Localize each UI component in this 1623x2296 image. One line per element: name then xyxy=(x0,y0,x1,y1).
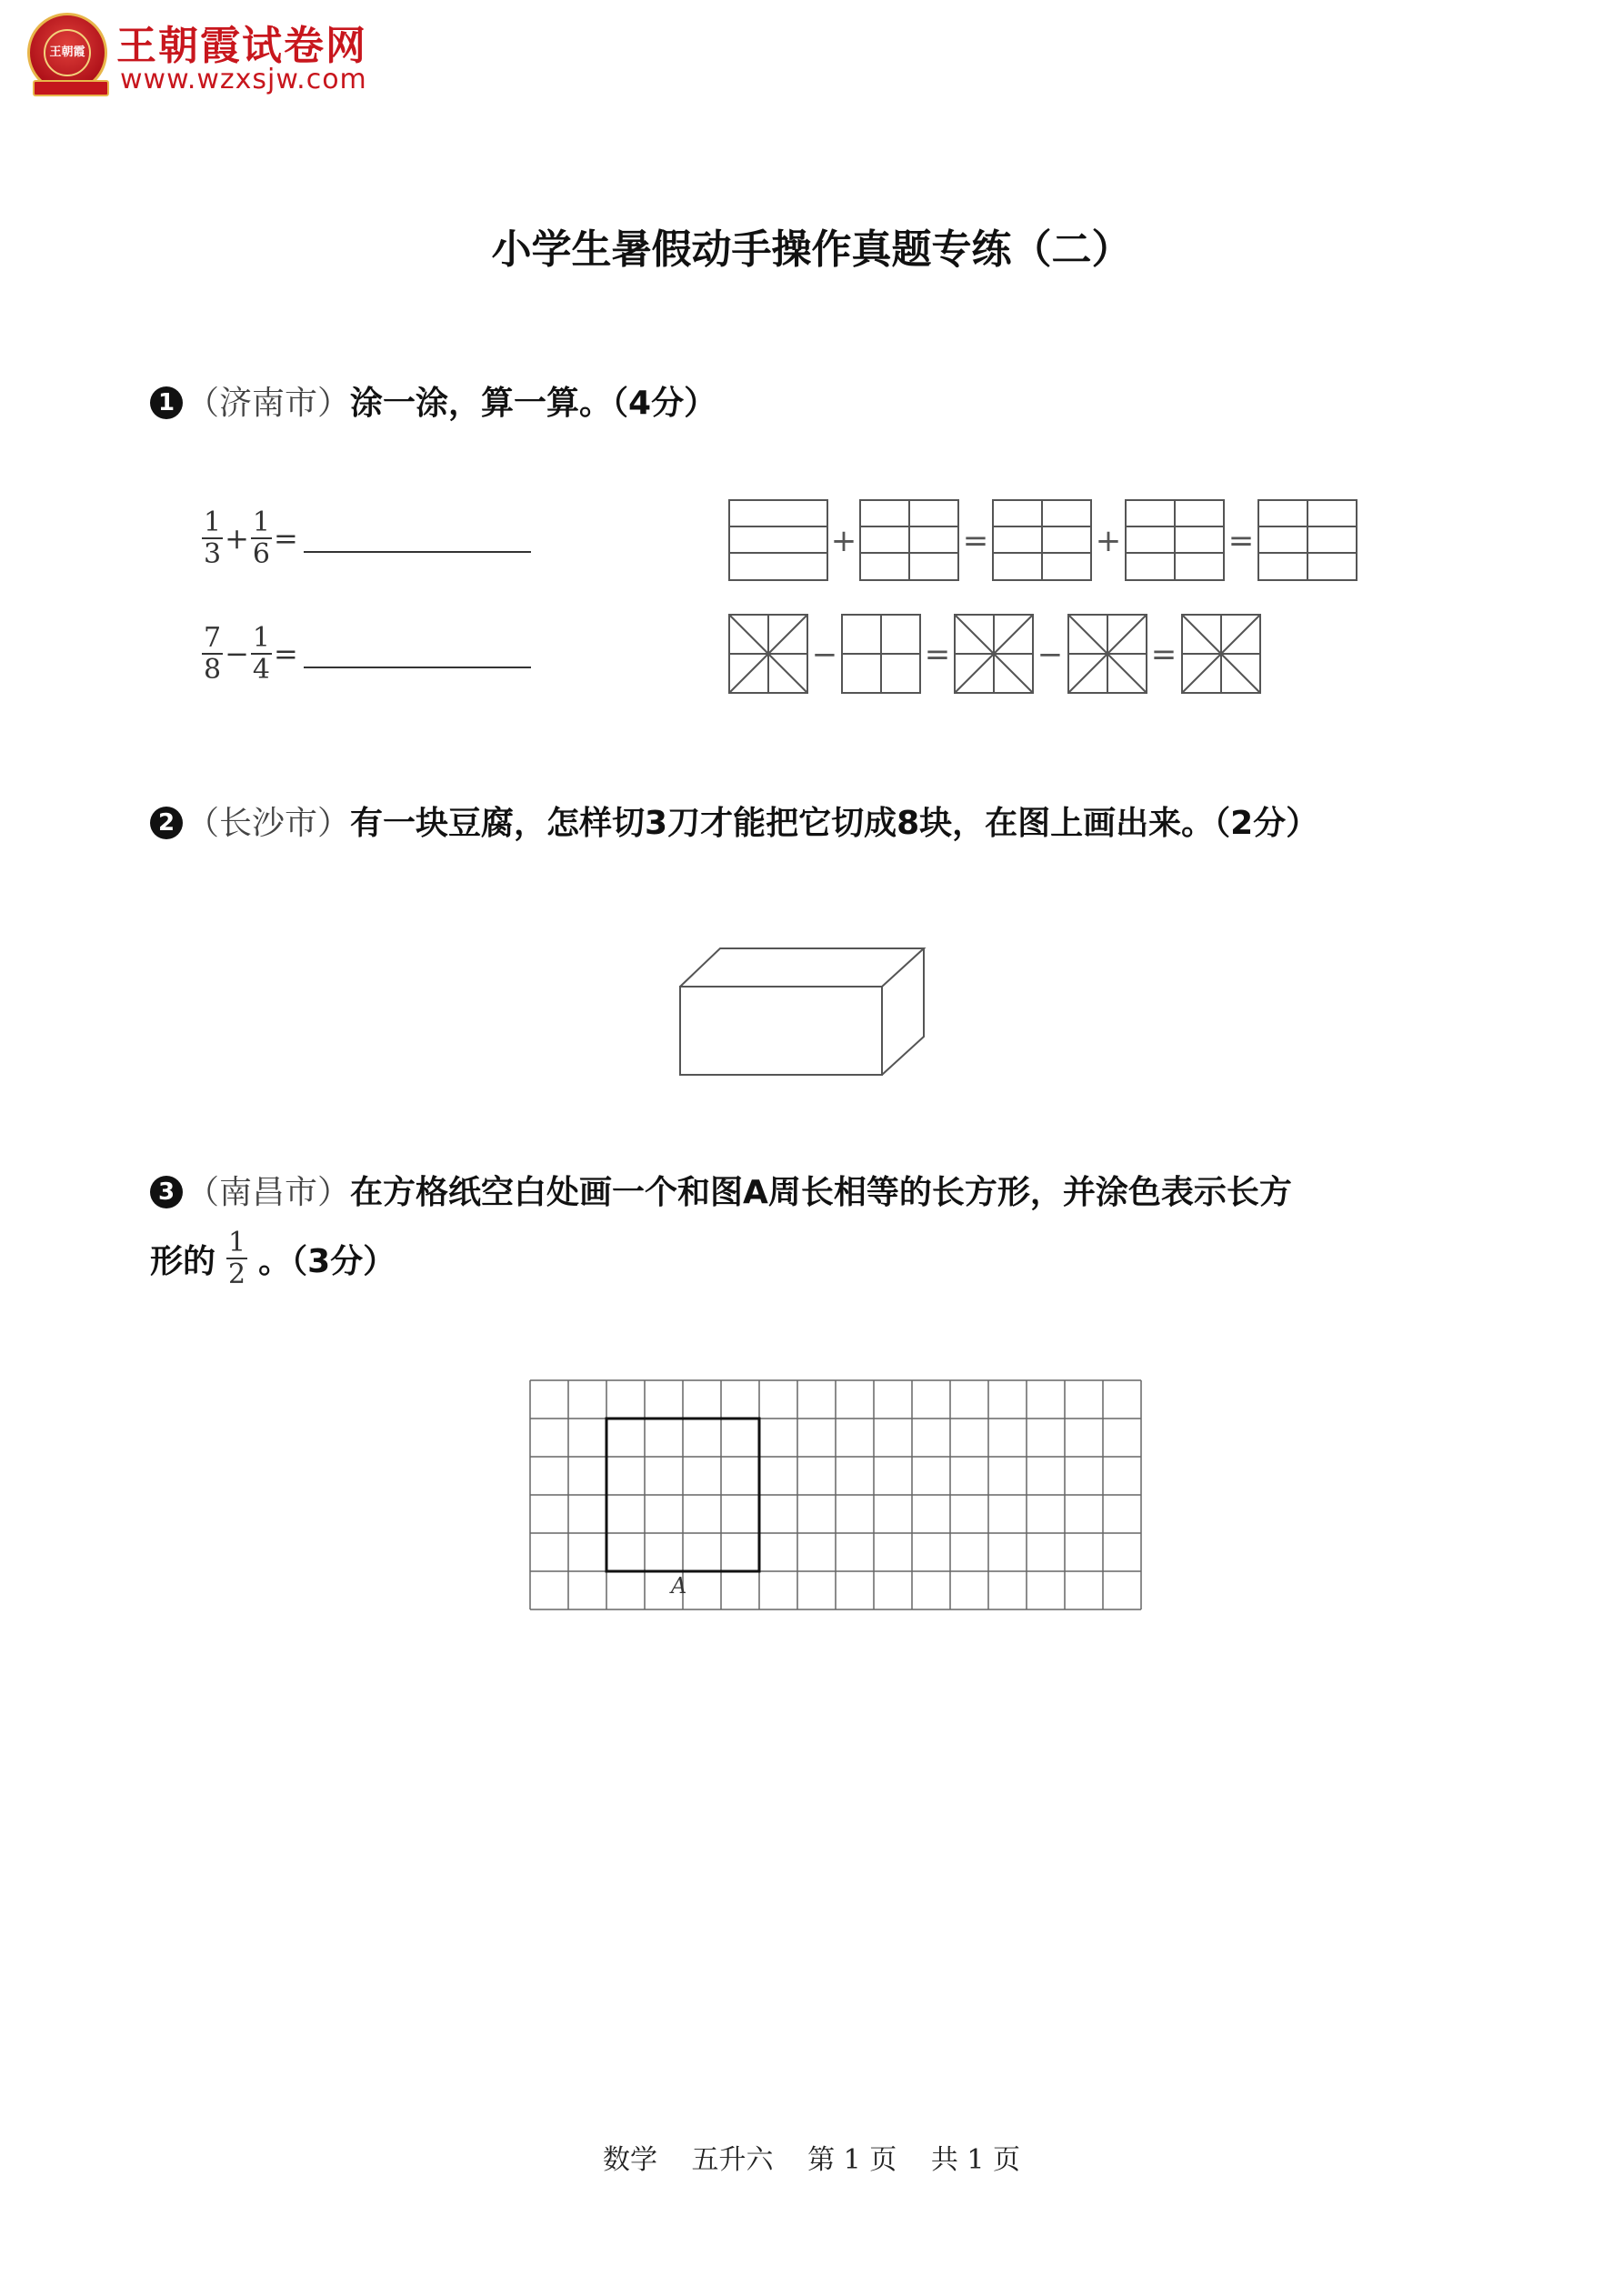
operator-equals: = xyxy=(1150,637,1177,673)
footer-total: 共 1 页 xyxy=(930,2144,1020,2176)
expression-2: $\frac{7}{8}$ − $\frac{1}{4}$ = xyxy=(202,623,531,685)
question-text: 在方格纸空白处画一个和图A周长相等的长方形，并涂色表示长方 xyxy=(350,1174,1292,1211)
fraction-squares-row2 xyxy=(727,613,1273,697)
question-1 xyxy=(150,377,716,424)
fraction: $\frac{1}{3}$ xyxy=(204,506,222,570)
question-number: 3 xyxy=(150,1176,183,1208)
logo-ribbon xyxy=(33,80,109,96)
page-footer xyxy=(0,2137,1623,2177)
grid-paper[interactable] xyxy=(529,1379,1147,1615)
question-city: （长沙市） xyxy=(186,805,351,842)
answer-blank[interactable] xyxy=(304,639,531,668)
expression-1: $\frac{1}{3}$ + $\frac{1}{6}$ = xyxy=(202,507,531,569)
figure-a-label: A xyxy=(671,1573,687,1599)
footer-grade: 五升六 xyxy=(691,2144,774,2176)
operator-plus: + xyxy=(830,523,857,559)
tofu-cuboid[interactable] xyxy=(677,946,927,1082)
operator-minus: − xyxy=(811,637,838,673)
question-city: （济南市） xyxy=(186,385,351,422)
fraction-rectangle xyxy=(729,500,827,580)
operator-equals: = xyxy=(1227,523,1255,559)
fraction-rectangles-row1 xyxy=(727,498,1364,584)
question-3 xyxy=(150,1167,1292,1213)
question-text: 有一块豆腐，怎样切3刀才能把它切成8块，在图上画出来。（2分） xyxy=(350,805,1319,842)
question-number: 1 xyxy=(150,386,183,419)
question-text: 涂一涂，算一算。（4分） xyxy=(350,385,717,422)
operator-plus: + xyxy=(1095,523,1122,559)
fraction: $\frac{1}{6}$ xyxy=(252,506,270,570)
site-url: www.wzxsjw.com xyxy=(120,64,367,95)
logo-text: 王朝霞 xyxy=(44,29,91,76)
operator-equals: = xyxy=(962,523,989,559)
fraction: $\frac{7}{8}$ xyxy=(204,622,222,686)
footer-subject: 数学 xyxy=(603,2144,657,2176)
question-2 xyxy=(150,797,1318,844)
footer-page: 第 1 页 xyxy=(807,2144,897,2176)
fraction-half: $\frac{1}{2}$ xyxy=(228,1227,246,1290)
question-3-line2 xyxy=(150,1228,396,1289)
question-city: （南昌市） xyxy=(186,1174,351,1211)
operator-minus: − xyxy=(1037,637,1064,673)
brand-name: 王朝霞试卷网 xyxy=(116,23,367,69)
operator-equals: = xyxy=(924,637,951,673)
page-title: 小学生暑假动手操作真题专练（二） xyxy=(491,226,1132,273)
question-number: 2 xyxy=(150,807,183,839)
fraction: $\frac{1}{4}$ xyxy=(252,622,270,686)
question-text: 。（3分） xyxy=(258,1242,396,1280)
answer-blank[interactable] xyxy=(304,524,531,553)
question-text: 形的 xyxy=(150,1242,216,1280)
